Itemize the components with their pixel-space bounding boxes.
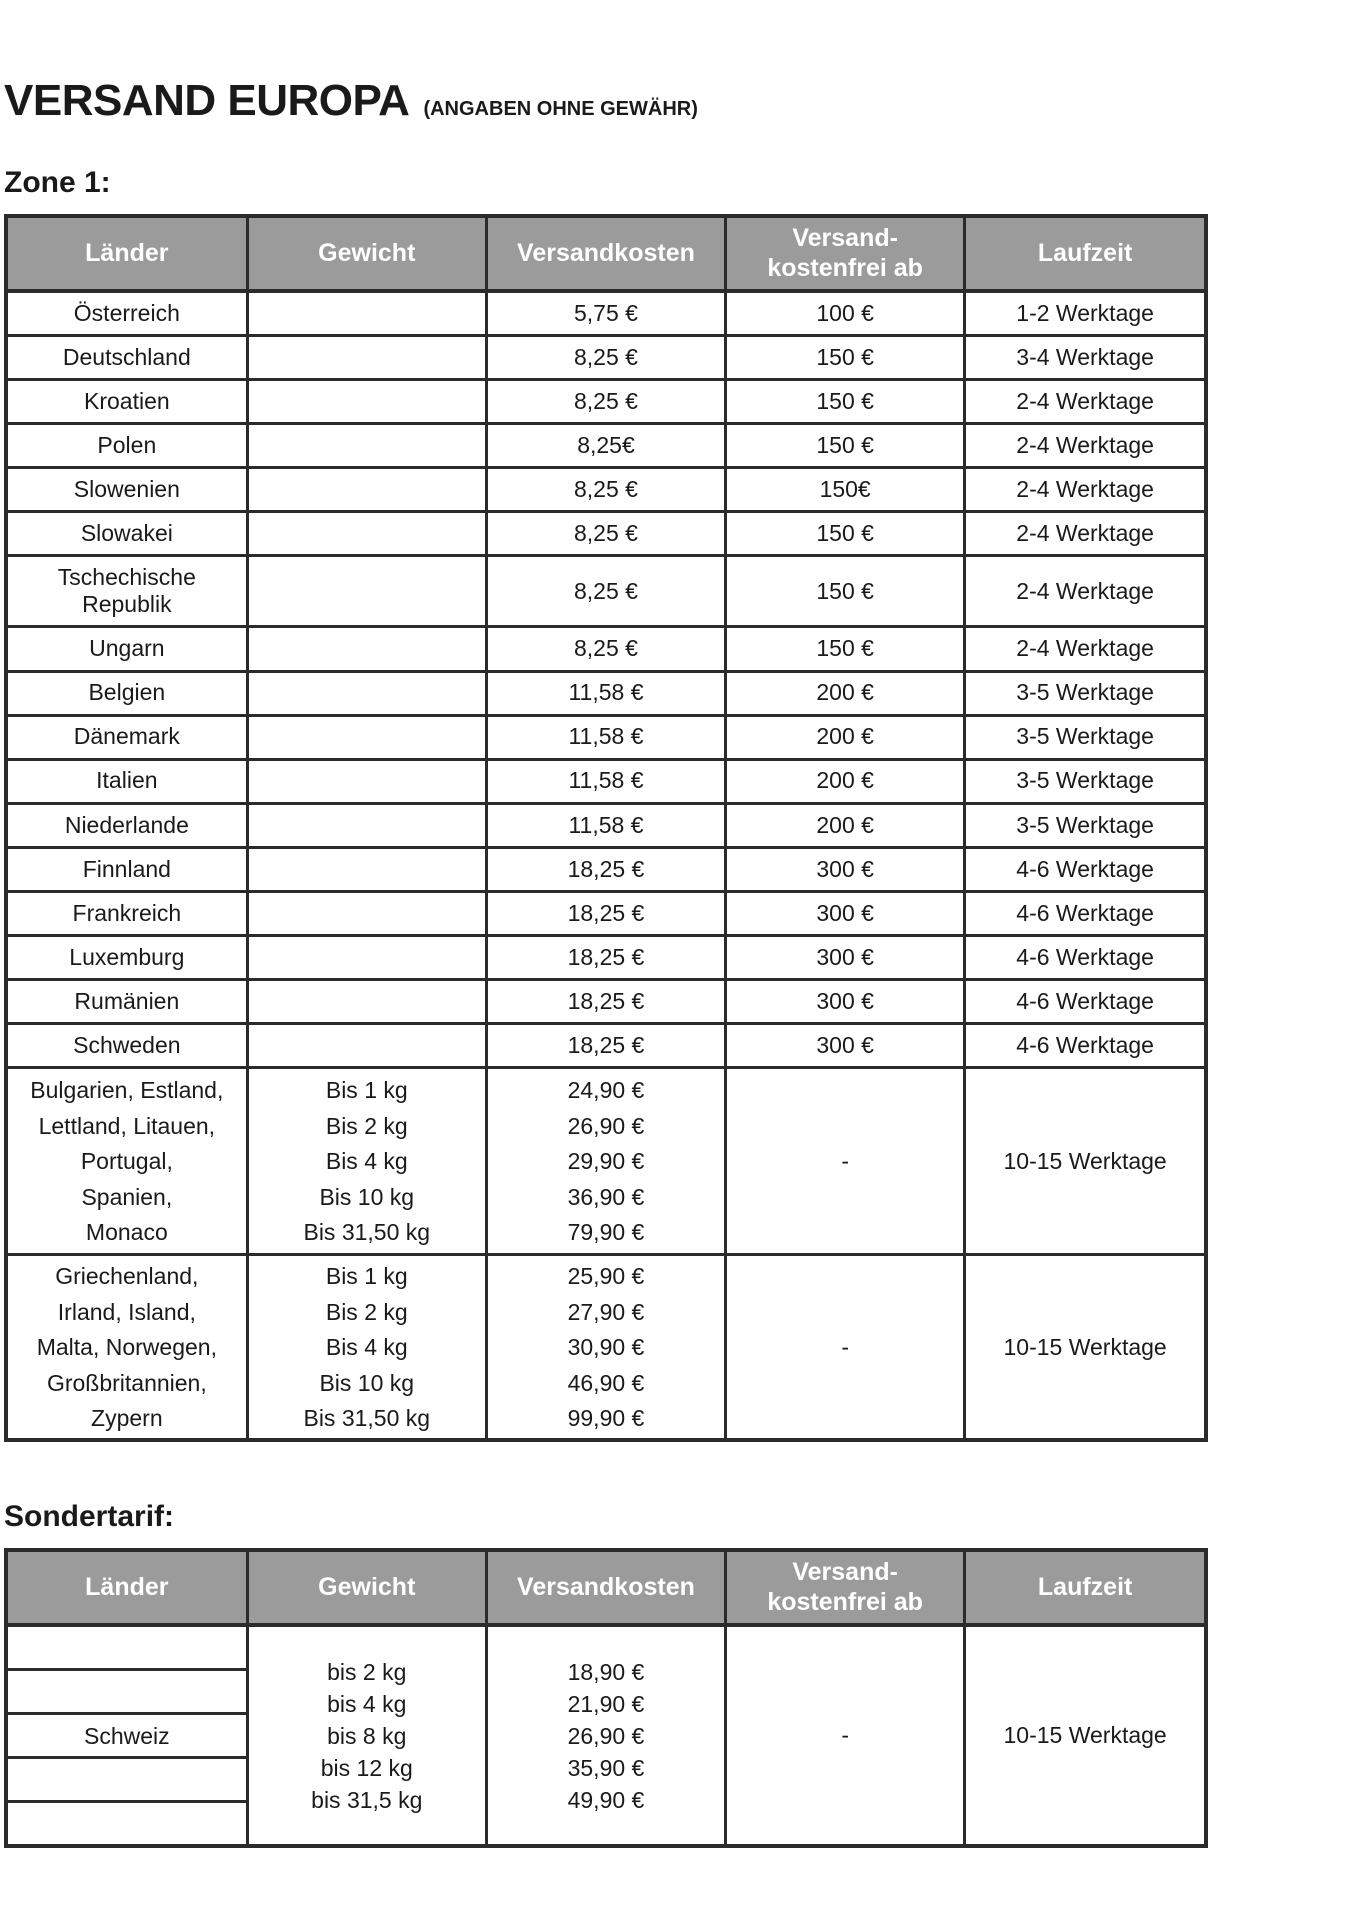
- cell-land: Frankreich: [8, 891, 247, 935]
- page-title-main: VERSAND EUROPA: [4, 76, 408, 125]
- table-row: [8, 556, 1204, 627]
- cell-laufzeit: 3-5 Werktage: [965, 715, 1204, 759]
- table-row: [8, 335, 1204, 379]
- cell-gewicht: [247, 468, 486, 512]
- cell-versandkostenfrei: 300 €: [726, 936, 965, 980]
- cell-versandkosten: 5,75 €: [486, 291, 725, 335]
- sondertarif-heading: Sondertarif:: [4, 1500, 175, 1533]
- cell-versandkosten: 18,25 €: [486, 891, 725, 935]
- cell-gewicht: [247, 423, 486, 467]
- table-row: [8, 423, 1204, 467]
- cell-versandkosten: 8,25€: [486, 423, 725, 467]
- cell-versandkosten: 11,58 €: [486, 671, 725, 715]
- cell-land: Italien: [8, 759, 247, 803]
- cell-versandkostenfrei: 150 €: [726, 423, 965, 467]
- zone1-heading: Zone 1:: [4, 166, 111, 199]
- land-subcell: Schweiz: [8, 1712, 246, 1756]
- cell-gewicht: [247, 291, 486, 335]
- table-row: [8, 891, 1204, 935]
- cell-land: Polen: [8, 423, 247, 467]
- header-laufzeit: Laufzeit: [965, 1552, 1204, 1625]
- cell-gewicht: [247, 556, 486, 627]
- cell-gewicht-group: Bis 1 kg Bis 2 kg Bis 4 kg Bis 10 kg Bis 31,50 kg: [247, 1068, 486, 1254]
- cell-versandkostenfrei: 300 €: [726, 1024, 965, 1068]
- table-row: [8, 847, 1204, 891]
- cell-gewicht: [247, 803, 486, 847]
- cell-versandkostenfrei: 150 €: [726, 512, 965, 556]
- cell-versandkostenfrei: 150€: [726, 468, 965, 512]
- table-row: [8, 512, 1204, 556]
- cell-versandkostenfrei: 200 €: [726, 671, 965, 715]
- cell-versandkosten: 18,25 €: [486, 847, 725, 891]
- cell-laender-split: [8, 1625, 247, 1844]
- cell-versandkosten: 8,25 €: [486, 556, 725, 627]
- sondertarif-table: [4, 1548, 1208, 1848]
- cell-versandkosten: 11,58 €: [486, 803, 725, 847]
- cell-laufzeit: 3-5 Werktage: [965, 803, 1204, 847]
- cell-land: Luxemburg: [8, 936, 247, 980]
- header-gewicht: Gewicht: [247, 1552, 486, 1625]
- cell-versandkosten: 8,25 €: [486, 512, 725, 556]
- table-row: [8, 468, 1204, 512]
- table-row-group: [8, 1254, 1204, 1438]
- cell-versandkostenfrei: -: [726, 1254, 965, 1438]
- cell-gewicht: [247, 759, 486, 803]
- cell-versandkostenfrei: 150 €: [726, 379, 965, 423]
- cell-gewicht: [247, 715, 486, 759]
- cell-versandkostenfrei: 150 €: [726, 556, 965, 627]
- cell-laufzeit: 1-2 Werktage: [965, 291, 1204, 335]
- cell-laufzeit: 4-6 Werktage: [965, 936, 1204, 980]
- cell-gewicht: [247, 1024, 486, 1068]
- table-row: [8, 980, 1204, 1024]
- cell-gewicht: [247, 335, 486, 379]
- page-title: [4, 76, 698, 126]
- cell-land: Belgien: [8, 671, 247, 715]
- cell-versandkostenfrei: 300 €: [726, 891, 965, 935]
- cell-versandkostenfrei: 300 €: [726, 847, 965, 891]
- cell-versandkosten: 11,58 €: [486, 759, 725, 803]
- cell-land: Kroatien: [8, 379, 247, 423]
- cell-laufzeit: 10-15 Werktage: [965, 1068, 1204, 1254]
- cell-gewicht: [247, 671, 486, 715]
- cell-versandkosten: 8,25 €: [486, 379, 725, 423]
- table-row: [8, 671, 1204, 715]
- table-row: [8, 715, 1204, 759]
- cell-laufzeit: 3-5 Werktage: [965, 671, 1204, 715]
- cell-versandkosten: 18,25 €: [486, 980, 725, 1024]
- cell-laufzeit: 2-4 Werktage: [965, 556, 1204, 627]
- table-row: [8, 803, 1204, 847]
- cell-gewicht: [247, 980, 486, 1024]
- cell-land: Deutschland: [8, 335, 247, 379]
- cell-laufzeit: 10-15 Werktage: [965, 1254, 1204, 1438]
- cell-gewicht: [247, 847, 486, 891]
- cell-laufzeit: 4-6 Werktage: [965, 1024, 1204, 1068]
- cell-versandkosten-group: 18,90 € 21,90 € 26,90 € 35,90 € 49,90 €: [486, 1625, 725, 1844]
- land-subcell: [8, 1756, 246, 1800]
- table-row-group: [8, 1068, 1204, 1254]
- cell-land: Ungarn: [8, 627, 247, 671]
- cell-versandkostenfrei: 100 €: [726, 291, 965, 335]
- cell-versandkosten: 18,25 €: [486, 936, 725, 980]
- table-row: [8, 627, 1204, 671]
- cell-gewicht-group: bis 2 kg bis 4 kg bis 8 kg bis 12 kg bis 31,5 kg: [247, 1625, 486, 1844]
- cell-laufzeit: 10-15 Werktage: [965, 1625, 1204, 1844]
- cell-laender-group: Bulgarien, Estland, Lettland, Litauen, Portugal, Spanien, Monaco: [8, 1068, 247, 1254]
- table-row-group: [8, 1625, 1204, 1844]
- cell-versandkostenfrei: 150 €: [726, 335, 965, 379]
- sondertarif-header-row: [8, 1552, 1204, 1625]
- cell-versandkosten: 8,25 €: [486, 335, 725, 379]
- cell-laufzeit: 2-4 Werktage: [965, 627, 1204, 671]
- header-laender: Länder: [8, 1552, 247, 1625]
- cell-versandkostenfrei: 200 €: [726, 803, 965, 847]
- cell-laufzeit: 4-6 Werktage: [965, 980, 1204, 1024]
- cell-versandkosten: 11,58 €: [486, 715, 725, 759]
- cell-laufzeit: 2-4 Werktage: [965, 379, 1204, 423]
- cell-laufzeit: 4-6 Werktage: [965, 891, 1204, 935]
- cell-gewicht: [247, 891, 486, 935]
- cell-laufzeit: 3-4 Werktage: [965, 335, 1204, 379]
- cell-land: Rumänien: [8, 980, 247, 1024]
- land-subcell: [8, 1627, 246, 1668]
- header-laufzeit: Laufzeit: [965, 218, 1204, 291]
- cell-versandkosten-group: 25,90 € 27,90 € 30,90 € 46,90 € 99,90 €: [486, 1254, 725, 1438]
- header-versandkostenfrei: Versand- kostenfrei ab: [726, 218, 965, 291]
- cell-versandkosten-group: 24,90 € 26,90 € 29,90 € 36,90 € 79,90 €: [486, 1068, 725, 1254]
- cell-versandkosten: 8,25 €: [486, 627, 725, 671]
- table-row: [8, 1024, 1204, 1068]
- cell-versandkostenfrei: 150 €: [726, 627, 965, 671]
- cell-land: Österreich: [8, 291, 247, 335]
- cell-versandkostenfrei: 200 €: [726, 715, 965, 759]
- cell-land: Finnland: [8, 847, 247, 891]
- cell-laender-group: Griechenland, Irland, Island, Malta, Norwegen, Großbritannien, Zypern: [8, 1254, 247, 1438]
- header-versandkostenfrei: Versand- kostenfrei ab: [726, 1552, 965, 1625]
- cell-gewicht: [247, 627, 486, 671]
- zone1-header-row: [8, 218, 1204, 291]
- cell-land: Slowenien: [8, 468, 247, 512]
- cell-laufzeit: 2-4 Werktage: [965, 468, 1204, 512]
- cell-land: Slowakei: [8, 512, 247, 556]
- cell-laufzeit: 2-4 Werktage: [965, 423, 1204, 467]
- cell-gewicht: [247, 379, 486, 423]
- cell-versandkosten: 18,25 €: [486, 1024, 725, 1068]
- cell-gewicht: [247, 936, 486, 980]
- table-row: [8, 759, 1204, 803]
- land-subcell: [8, 1800, 246, 1844]
- cell-laufzeit: 3-5 Werktage: [965, 759, 1204, 803]
- cell-land: Tschechische Republik: [8, 556, 247, 627]
- cell-gewicht: [247, 512, 486, 556]
- cell-gewicht-group: Bis 1 kg Bis 2 kg Bis 4 kg Bis 10 kg Bis 31,50 kg: [247, 1254, 486, 1438]
- zone1-table: [4, 214, 1208, 1442]
- page-title-disclaimer: (ANGABEN OHNE GEWÄHR): [423, 98, 698, 120]
- cell-laufzeit: 4-6 Werktage: [965, 847, 1204, 891]
- table-row: [8, 936, 1204, 980]
- cell-versandkostenfrei: -: [726, 1625, 965, 1844]
- cell-versandkostenfrei: 300 €: [726, 980, 965, 1024]
- cell-laufzeit: 2-4 Werktage: [965, 512, 1204, 556]
- cell-versandkostenfrei: -: [726, 1068, 965, 1254]
- cell-versandkostenfrei: 200 €: [726, 759, 965, 803]
- land-subcell: [8, 1668, 246, 1712]
- header-gewicht: Gewicht: [247, 218, 486, 291]
- header-laender: Länder: [8, 218, 247, 291]
- header-versandkosten: Versandkosten: [486, 218, 725, 291]
- header-versandkosten: Versandkosten: [486, 1552, 725, 1625]
- cell-land: Dänemark: [8, 715, 247, 759]
- cell-versandkosten: 8,25 €: [486, 468, 725, 512]
- table-row: [8, 379, 1204, 423]
- table-row: [8, 291, 1204, 335]
- cell-land: Schweden: [8, 1024, 247, 1068]
- cell-land: Niederlande: [8, 803, 247, 847]
